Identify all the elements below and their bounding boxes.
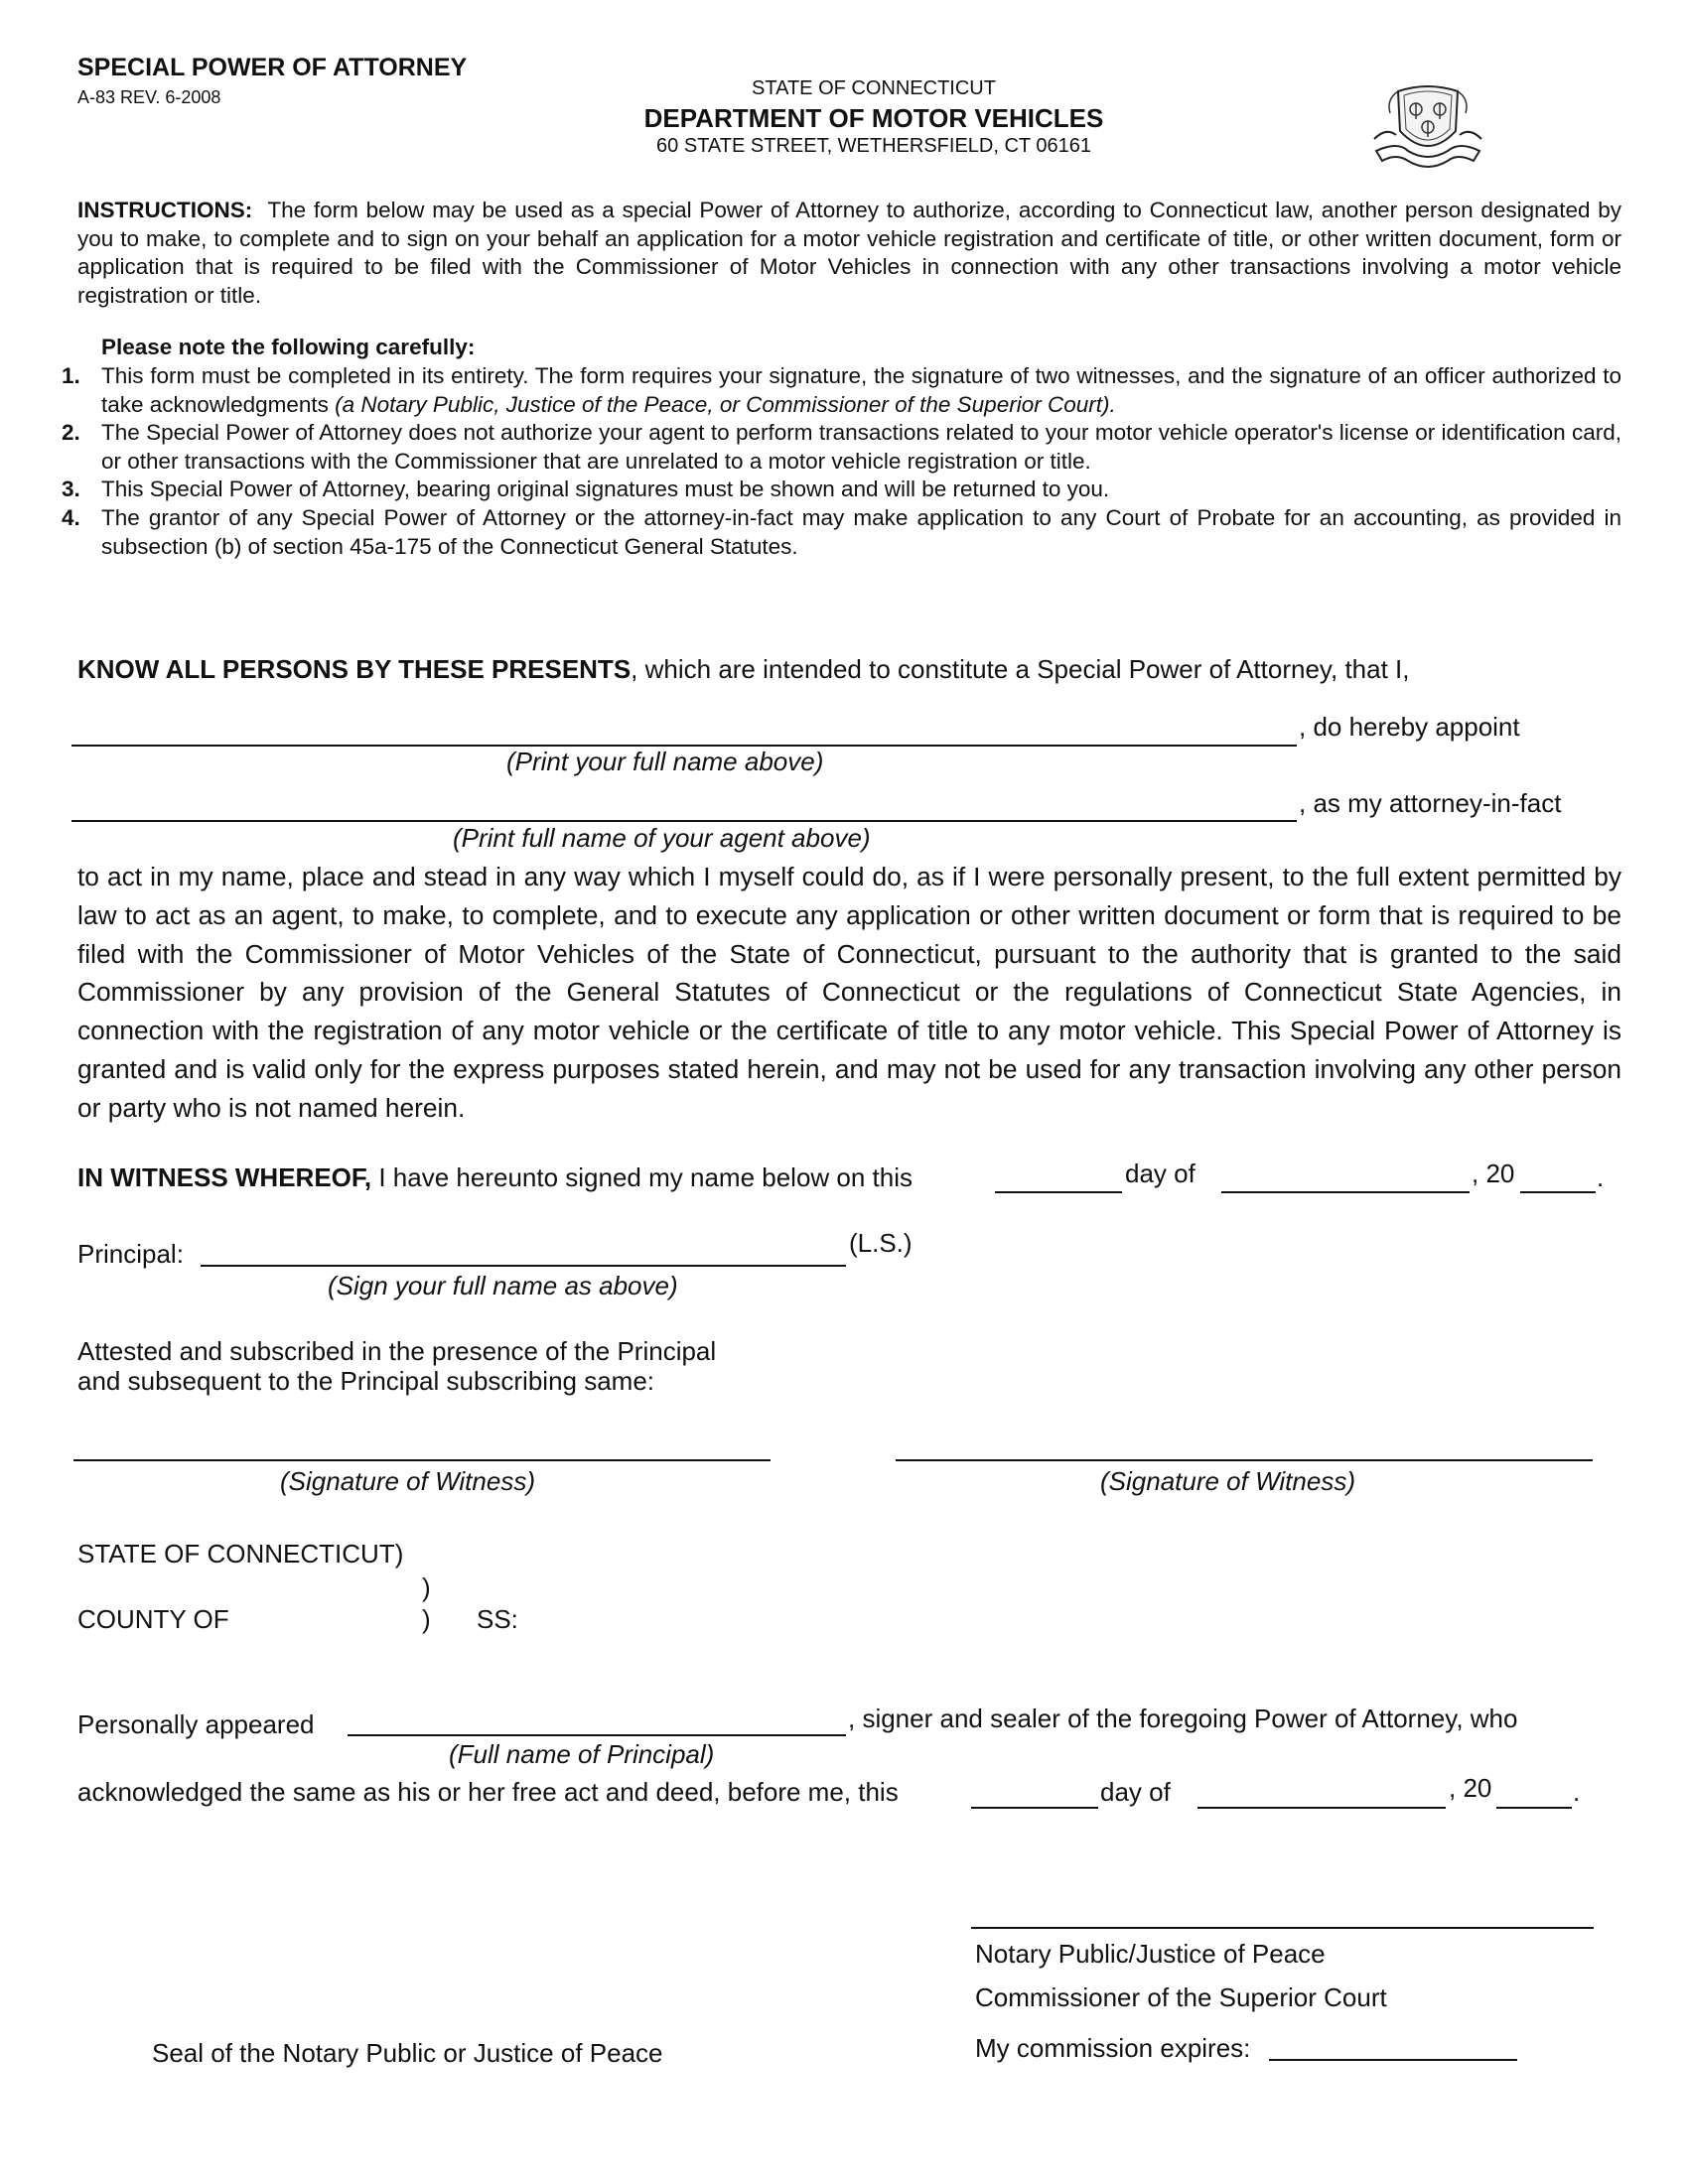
form-code: A-83 REV. 6-2008 bbox=[77, 87, 221, 107]
header-state: STATE OF CONNECTICUT bbox=[752, 77, 996, 99]
agent-name-caption: (Print full name of your agent above) bbox=[453, 823, 871, 853]
instructions-text: The form below may be used as a special Power of Attorney to authorize, according to Connecticut law, another person designated by you to make, to complete and to sign on your behalf an application for a motor vehicle registration and certificate of title, or other written document, form or application that is required to be filed with the Commissioner of Motor Vehicles in connection with any other transactions involving a motor vehicle registration or title. bbox=[77, 198, 1621, 308]
principal-signature-line[interactable] bbox=[201, 1265, 846, 1267]
witness-2-signature-line[interactable] bbox=[896, 1459, 1593, 1461]
appoint-text: , do hereby appoint bbox=[1299, 712, 1520, 742]
note-item bbox=[62, 476, 1621, 504]
ack-paren: ) bbox=[422, 1572, 431, 1602]
ack-day-line[interactable] bbox=[971, 1807, 1098, 1809]
header-department: DEPARTMENT OF MOTOR VEHICLES bbox=[643, 103, 1104, 133]
witness-month-line[interactable] bbox=[1221, 1191, 1470, 1193]
note-text: The Special Power of Attorney does not authorize your agent to perform transactions related to your motor vehicle operator's license or identification card, or other transactions with the Commissioner that are unrelated to a motor vehicle registration or title. bbox=[101, 420, 1621, 474]
commission-expires-label: My commission expires: bbox=[975, 2033, 1251, 2063]
witness-lead-text: I have hereunto signed my name below on this bbox=[371, 1162, 914, 1192]
witness-day-of: day of bbox=[1125, 1159, 1196, 1188]
notes-heading: Please note the following carefully: bbox=[101, 335, 476, 359]
ack-appeared: Personally appeared bbox=[77, 1709, 315, 1739]
ack-appeared-suffix: , signer and sealer of the foregoing Power of Attorney, who bbox=[848, 1704, 1518, 1733]
ack-county: COUNTY OF bbox=[77, 1604, 229, 1634]
note-number: 4. bbox=[62, 505, 80, 530]
instructions bbox=[77, 197, 1621, 310]
notary-title-1: Notary Public/Justice of Peace bbox=[975, 1939, 1326, 1969]
witness-day-line[interactable] bbox=[995, 1191, 1122, 1193]
witness-2-caption: (Signature of Witness) bbox=[1100, 1466, 1355, 1496]
note-text: This Special Power of Attorney, bearing original signatures must be shown and will be returned to you. bbox=[101, 477, 1110, 501]
note-text: This form must be completed in its entirety. The form requires your signature, the signature of two witnesses, and the signature of an officer authorized to take acknowledgments bbox=[101, 363, 1621, 417]
header-address: 60 STATE STREET, WETHERSFIELD, CT 06161 bbox=[656, 135, 1091, 157]
witness-lead bbox=[77, 1162, 913, 1193]
ack-period: . bbox=[1573, 1777, 1581, 1807]
declaration-body: to act in my name, place and stead in any way which I myself could do, as if I were personally present, to the full extent permitted by law to act as an agent, to make, to complete, and to execute any application or other written document or form that is required to be filed with the Commissioner of Motor Vehicles of the State of Connecticut, pursuant to the authority that is granted to the said Commissioner by any provision of the General Statutes of Connecticut or the regulations of Connecticut State Agencies, in connection with the registration of any motor vehicle or the certificate of title to any motor vehicle. This Special Power of Attorney is granted and is valid only for the express purposes stated herein, and may not be used for any transaction involving any other person or party who is not named herein. bbox=[77, 862, 1621, 1123]
witness-1-signature-line[interactable] bbox=[73, 1459, 771, 1461]
state-seal-icon bbox=[1368, 79, 1487, 179]
witness-1-caption: (Signature of Witness) bbox=[280, 1466, 535, 1496]
declaration-lead-bold: KNOW ALL PERSONS BY THESE PRESENTS bbox=[77, 654, 632, 684]
declaration-lead-text: , which are intended to constitute a Special Power of Attorney, that I, bbox=[631, 654, 1410, 684]
agent-name-line[interactable] bbox=[71, 820, 1297, 822]
ls-mark: (L.S.) bbox=[849, 1228, 913, 1258]
form-title: SPECIAL POWER OF ATTORNEY bbox=[77, 54, 468, 81]
principal-signature-caption: (Sign your full name as above) bbox=[328, 1271, 678, 1300]
ack-state: STATE OF CONNECTICUT) bbox=[77, 1539, 404, 1569]
ack-principal-name-line[interactable] bbox=[348, 1734, 846, 1736]
note-item bbox=[62, 362, 1621, 419]
witness-period: . bbox=[1597, 1162, 1605, 1192]
attorney-in-fact-text: , as my attorney-in-fact bbox=[1299, 788, 1562, 818]
instructions-label: INSTRUCTIONS: bbox=[77, 198, 253, 222]
attest-line-1: Attested and subscribed in the presence of the Principal bbox=[77, 1336, 717, 1366]
note-item bbox=[62, 504, 1621, 561]
note-number: 3. bbox=[62, 477, 80, 501]
ack-month-line[interactable] bbox=[1197, 1807, 1446, 1809]
ack-paren: ) bbox=[422, 1604, 431, 1634]
attest-line-2: and subsequent to the Principal subscribing same: bbox=[77, 1366, 655, 1396]
note-item bbox=[62, 419, 1621, 476]
notary-title-2: Commissioner of the Superior Court bbox=[975, 1982, 1387, 2012]
notary-signature-line[interactable] bbox=[971, 1927, 1594, 1929]
ack-year-line[interactable] bbox=[1496, 1807, 1572, 1809]
note-italic-text: (a Notary Public, Justice of the Peace, or Commissioner of the Superior Court). bbox=[335, 391, 1116, 417]
ack-principal-caption: (Full name of Principal) bbox=[449, 1739, 715, 1769]
commission-expires-line[interactable] bbox=[1269, 2059, 1517, 2061]
witness-year-prefix: , 20 bbox=[1472, 1159, 1515, 1188]
note-number: 1. bbox=[62, 363, 80, 388]
notary-seal-caption: Seal of the Notary Public or Justice of Peace bbox=[152, 2038, 663, 2068]
principal-name-caption: (Print your full name above) bbox=[506, 747, 824, 776]
ack-year-prefix: , 20 bbox=[1449, 1773, 1492, 1803]
note-number: 2. bbox=[62, 420, 80, 445]
ack-ss: SS: bbox=[477, 1604, 518, 1634]
ack-day-of: day of bbox=[1100, 1777, 1171, 1807]
ack-text: acknowledged the same as his or her free act and deed, before me, this bbox=[77, 1777, 899, 1807]
declaration-lead bbox=[77, 654, 1409, 685]
witness-lead-bold: IN WITNESS WHEREOF, bbox=[77, 1162, 372, 1192]
note-text: The grantor of any Special Power of Attorney or the attorney-in-fact may make application to any Court of Probate for an accounting, as provided in subsection (b) of section 45a-175 of the Connecticut General Statutes. bbox=[101, 505, 1621, 559]
witness-year-line[interactable] bbox=[1520, 1191, 1596, 1193]
principal-label: Principal: bbox=[77, 1239, 184, 1269]
